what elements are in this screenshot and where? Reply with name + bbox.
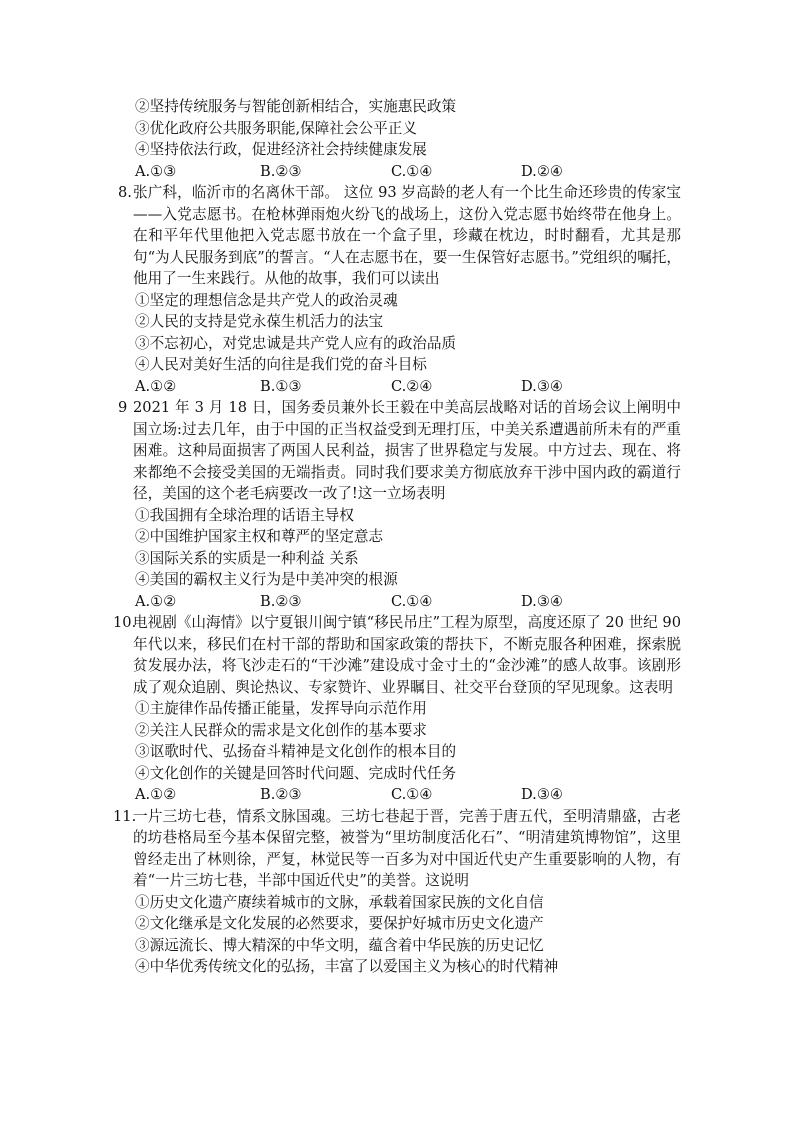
question-stem	[0, 806, 681, 892]
answer-item: ②中国维护国家主权和尊严的坚定意志	[135, 528, 384, 545]
choice-d: D.③④	[521, 377, 563, 395]
choice-row	[0, 784, 794, 806]
question-number: 9	[118, 399, 128, 416]
question-10	[0, 612, 794, 806]
question-number: 11.	[113, 807, 137, 825]
answer-item: ②文化继承是文化发展的必然要求，要保护好城市历史文化遗产	[135, 915, 544, 932]
question-11	[0, 806, 794, 978]
question-9	[0, 397, 794, 612]
answer-item: ①我国拥有全球治理的话语主导权	[135, 506, 354, 524]
answer-item: ③国际关系的实质是一种利益 关系	[135, 549, 359, 567]
answer-item: ②坚持传统服务与智能创新相结合，实施惠民政策	[135, 98, 457, 115]
choice-row	[0, 376, 794, 398]
choice-d: D.③④	[521, 786, 563, 803]
answer-item: ③优化政府公共服务职能,保障社会公平正义	[135, 119, 417, 137]
choice-row	[0, 591, 794, 613]
choice-d: D.③④	[521, 592, 563, 610]
question-7-tail	[0, 96, 794, 182]
question-number: 10.	[113, 614, 137, 631]
choice-a: A.①②	[135, 786, 177, 803]
question-text: 电视剧《山海情》以宁夏银川闽宁镇“移民吊庄”工程为原型，高度还原了 20 世纪 90 年代以来，移民们在村干部的帮助和国家政策的帮扶下，不断克服各种困难，探索脱贫发展办法，将飞沙走石的“干沙滩”建设成寸金寸土的“金沙滩”的感人故事。该剧形成了观众追剧、舆论热议、专家赞许、业界瞩目、社交平台登顶的罕见现象。这表明	[133, 614, 681, 696]
answer-item: ④文化创作的关键是回答时代问题、完成时代任务	[135, 764, 457, 782]
question-text: 一片三坊七巷，情系文脉国魂。三坊七巷起于晋，完善于唐五代，至明清鼎盛，古老的坊巷格局至今基本保留完整，被誉为“里坊制度活化石”、“明清建筑博物馆”，这里曾经走出了林则徐，严复，林觉民等一百多为对中国近代史产生重要影响的人物，有着“一片三坊七巷，半部中国近代史”的美誉。这说明	[133, 807, 681, 889]
choice-a: A.①②	[135, 377, 177, 395]
answer-item: ②人民的支持是党永葆生机活力的法宝	[135, 313, 384, 330]
question-number: 8.	[118, 184, 132, 201]
question-text: 2021 年 3 月 18 日，国务委员兼外长王毅在中美高层战略对话的首场会议上阐明中国立场:过去几年，由于中国的正当权益受到无理打压，中美关系遭遇前所未有的严重困难。这种局面损害了两国人民利益，损害了世界稳定与发展。中方过去、现在、将来都绝不会接受美国的无端指责。同时我们要求美方彻底放弃干涉中国内政的霸道行径，美国的这个老毛病要改一改了!这一立场表明	[133, 399, 681, 502]
answer-item: ③源远流长、博大精深的中华文明，蕴含着中华民族的历史记忆	[135, 936, 544, 954]
answer-item: ①坚定的理想信念是共产党人的政治灵魂	[135, 291, 398, 309]
answer-item: ④美国的霸权主义行为是中美冲突的根源	[135, 571, 398, 588]
choice-b: B.②③	[260, 786, 302, 803]
question-stem	[0, 397, 681, 505]
choice-c: C.①④	[391, 592, 433, 610]
choice-d: D.②④	[521, 162, 563, 180]
choice-b: B.②③	[260, 162, 302, 180]
choice-a: A.①②	[135, 592, 177, 610]
choice-b: B.①③	[260, 377, 302, 395]
answer-item: ④坚持依法行政，促进经济社会持续健康发展	[135, 141, 427, 158]
answer-item: ④人民对美好生活的向往是我们党的奋斗目标	[135, 356, 427, 373]
choice-a: A.①③	[135, 162, 177, 180]
answer-item: ②关注人民群众的需求是文化创作的基本要求	[135, 721, 427, 739]
choice-c: C.②④	[391, 377, 433, 395]
choice-row	[0, 161, 794, 183]
question-stem	[0, 182, 681, 290]
answer-item: ③讴歌时代、弘扬奋斗精神是文化创作的根本目的	[135, 743, 457, 760]
question-stem	[0, 612, 681, 698]
question-8	[0, 182, 794, 397]
answer-item: ③不忘初心，对党忠诚是共产党人应有的政治品质	[135, 334, 457, 352]
choice-c: C.①④	[391, 786, 433, 803]
exam-page	[0, 96, 794, 978]
answer-item: ④中华优秀传统文化的弘扬，丰富了以爱国主义为核心的时代精神	[135, 958, 559, 975]
answer-item: ①历史文化遗产赓续着城市的文脉，承载着国家民族的文化自信	[135, 893, 544, 911]
question-text: 张广科，临沂市的名离休干部。 这位 93 岁高龄的老人有一个比生命还珍贵的传家宝——入党志愿书。在枪林弹雨炮火纷飞的战场上，这份入党志愿书始终带在他身上。在和平年代里他把入党志愿书放在一个盒子里，珍藏在枕边，时时翻看，尤其是那句“为人民服务到底”的誓言。“人在志愿书在，要一生保管好志愿书。”党组织的嘱托，他用了一生来践行。从他的故事，我们可以读出	[133, 184, 681, 287]
answer-item: ①主旋律作品传播正能量，发挥导向示范作用	[135, 700, 427, 717]
choice-c: C.①④	[391, 162, 433, 180]
choice-b: B.②③	[260, 592, 302, 610]
